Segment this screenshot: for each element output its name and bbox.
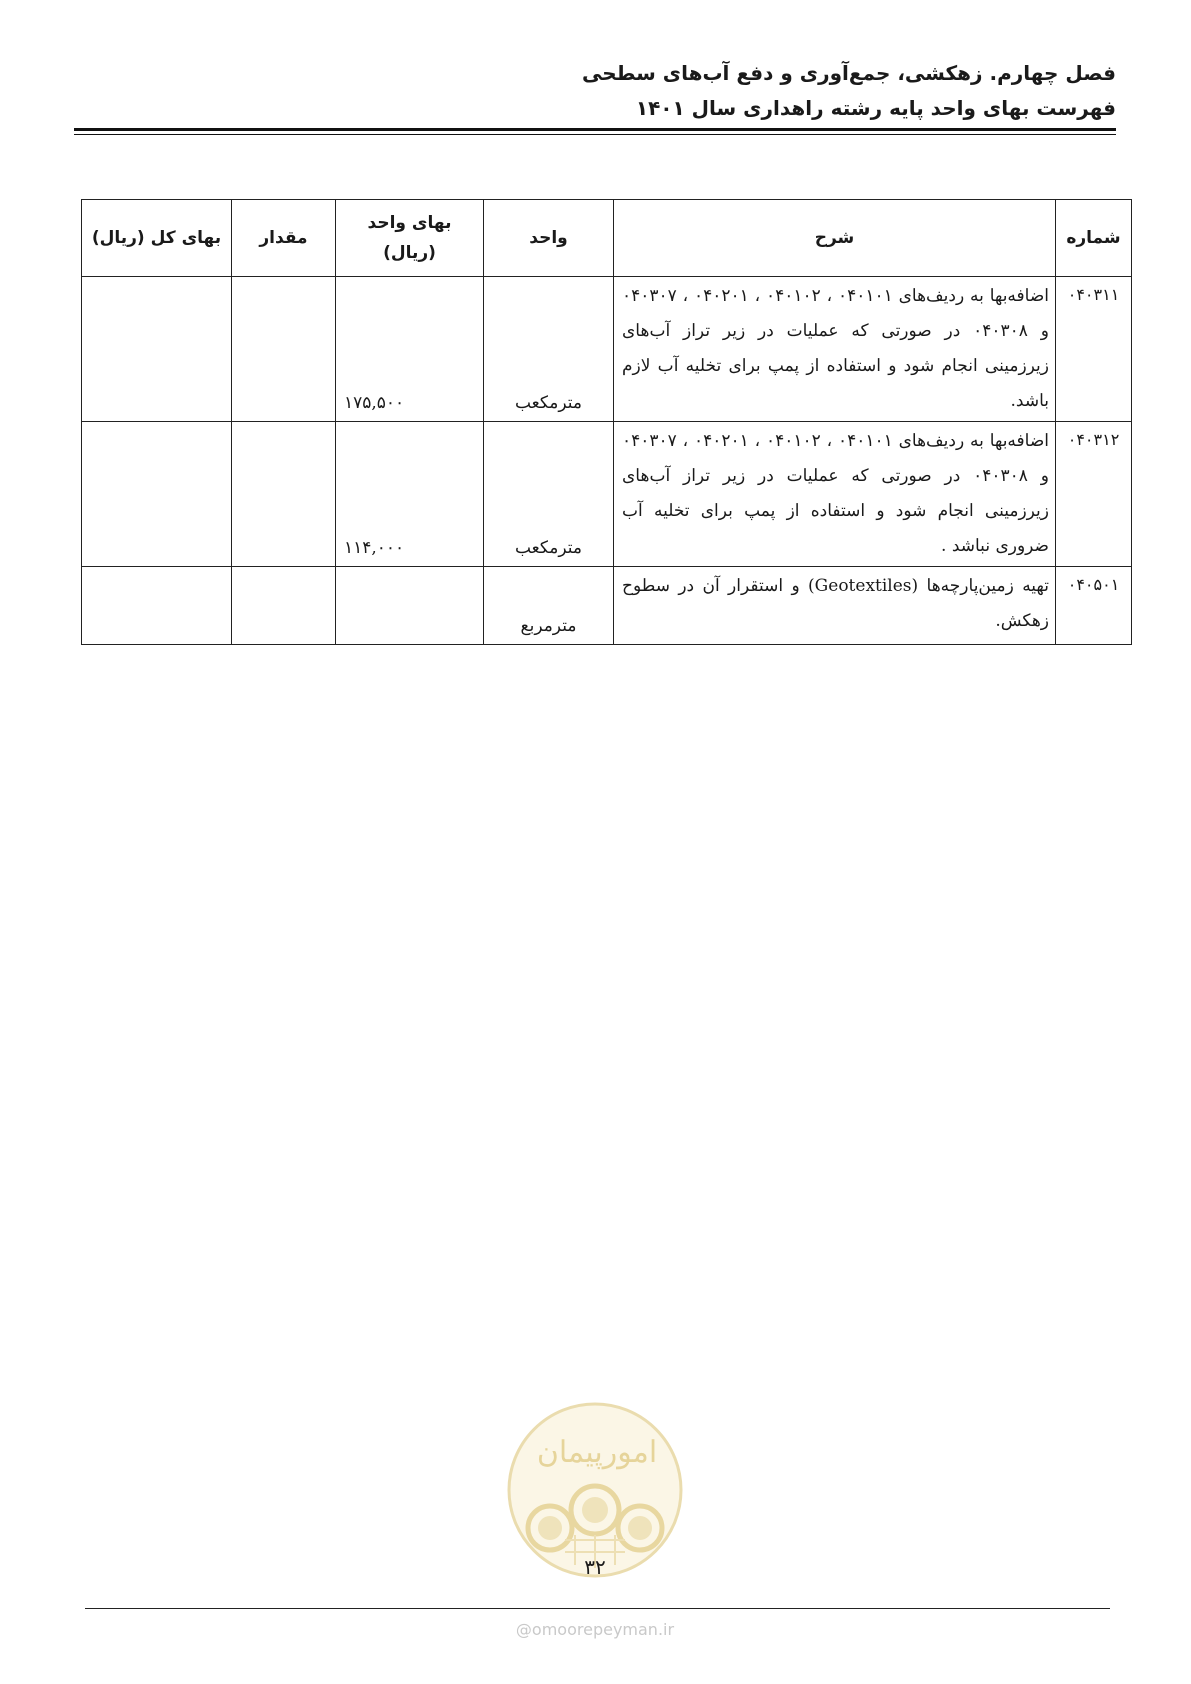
gears-logo-icon — [505, 1400, 685, 1580]
row-description: اضافه‌بها به ردیف‌های ۰۴۰۱۰۱ ، ۰۴۰۱۰۲ ، ۰۴۰۲۰۱ ، ۰۴۰۳۰۷ و ۰۴۰۳۰۸ در صورتی که عملیات در زیر تراز آب‌های زیرزمینی انجام شود و استفاده از پمپ برای تخلیه آب لازم باشد. — [614, 277, 1056, 422]
row-total-price — [82, 567, 232, 645]
row-quantity — [232, 567, 336, 645]
column-header-quantity: مقدار — [232, 200, 336, 277]
footer-website: @omoorepeyman.ir — [515, 1620, 675, 1639]
page-number: ۳۲ — [584, 1555, 606, 1579]
header-rule-thick — [74, 128, 1116, 131]
watermark-logo-text: امورپیمان — [536, 1435, 658, 1470]
row-code: ۰۴۰۳۱۱ — [1056, 277, 1132, 422]
footer-rule — [85, 1608, 1110, 1609]
row-unit: مترمکعب — [484, 422, 614, 567]
row-unit: مترمکعب — [484, 277, 614, 422]
row-unit-price — [336, 567, 484, 645]
unit-price-label: بهای واحد — [367, 213, 452, 233]
row-total-price — [82, 422, 232, 567]
column-header-description: شرح — [614, 200, 1056, 277]
table-row — [82, 567, 1132, 645]
unit-price-currency: (ریال) — [383, 243, 436, 263]
row-code: ۰۴۰۳۱۲ — [1056, 422, 1132, 567]
row-description: اضافه‌بها به ردیف‌های ۰۴۰۱۰۱ ، ۰۴۰۱۰۲ ، ۰۴۰۲۰۱ ، ۰۴۰۳۰۷ و ۰۴۰۳۰۸ در صورتی که عملیات در زیر تراز آب‌های زیرزمینی انجام شود و استفاده از پمپ برای تخلیه آب ضروری نباشد . — [614, 422, 1056, 567]
row-description: تهیه زمین‌پارچه‌ها (Geotextiles) و استقرار آن در سطوح زهکش. — [614, 567, 1056, 645]
row-unit: مترمربع — [484, 567, 614, 645]
watermark-logo — [505, 1400, 685, 1580]
header-rule-thin — [74, 134, 1116, 135]
page-header — [75, 56, 1116, 126]
row-unit-price: ۱۱۴,۰۰۰ — [336, 422, 484, 567]
chapter-title: فصل چهارم. زهکشی، جمع‌آوری و دفع آب‌های سطحی — [581, 61, 1116, 85]
table-row — [82, 277, 1132, 422]
row-total-price — [82, 277, 232, 422]
row-unit-price: ۱۷۵,۵۰۰ — [336, 277, 484, 422]
column-header-total-price: بهای کل (ریال) — [82, 200, 232, 277]
column-header-code: شماره — [1056, 200, 1132, 277]
row-quantity — [232, 422, 336, 567]
column-header-unit-price — [336, 200, 484, 277]
column-header-unit: واحد — [484, 200, 614, 277]
table-header-row — [82, 200, 1132, 277]
price-table — [81, 199, 1132, 645]
row-code: ۰۴۰۵۰۱ — [1056, 567, 1132, 645]
table-row — [82, 422, 1132, 567]
row-quantity — [232, 277, 336, 422]
list-title: فهرست بهای واحد پایه رشته راهداری سال ۱۴۰۱ — [635, 96, 1116, 120]
